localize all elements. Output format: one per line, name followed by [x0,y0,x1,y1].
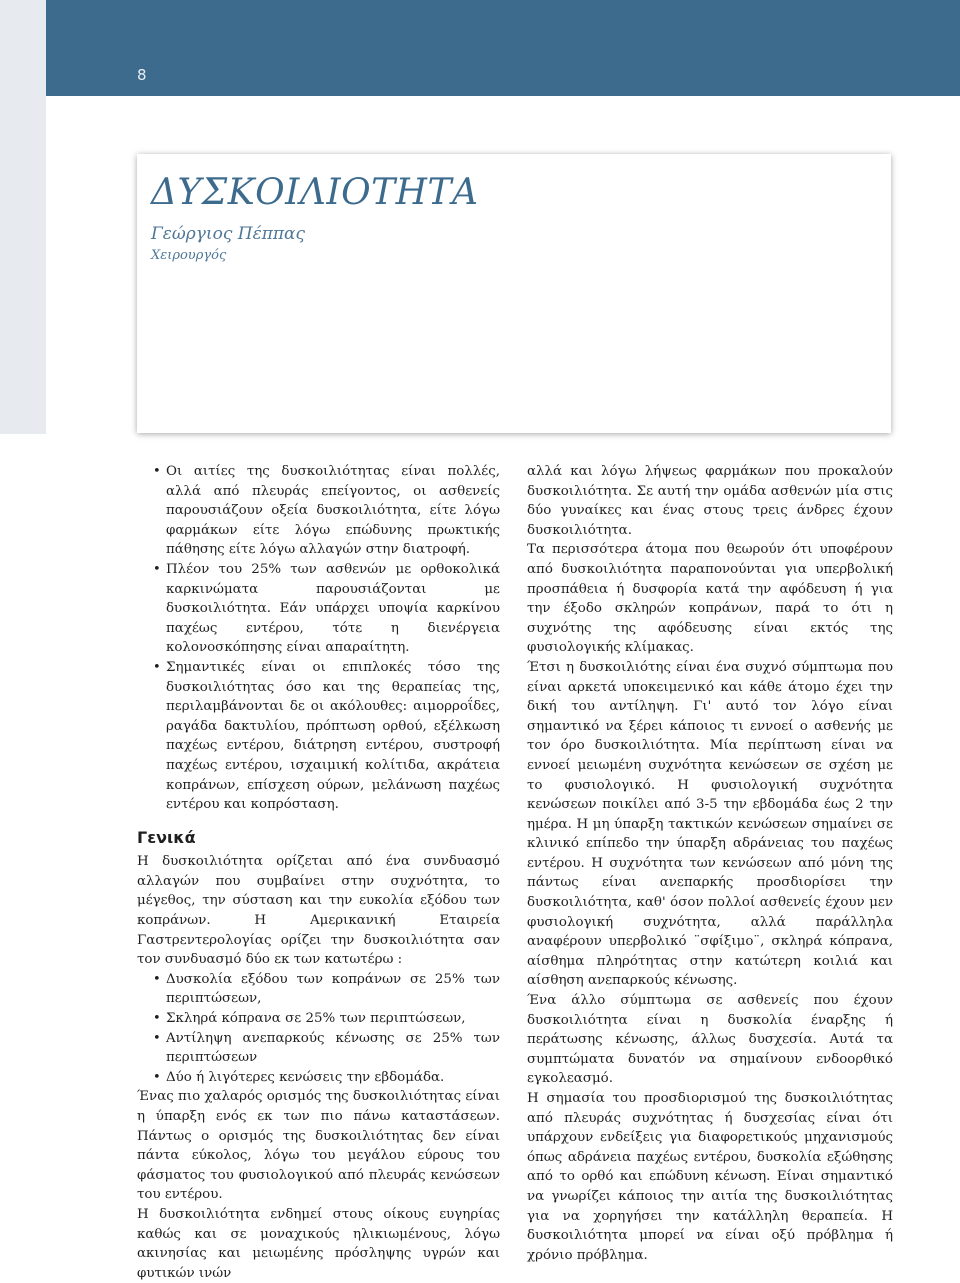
author-name: Γεώργιος Πέππας [151,224,306,244]
header-bar [46,0,960,96]
list-item: • Σκληρά κόπρανα σε 25% των περιπτώσεων, [137,1009,500,1029]
right-column [527,462,893,1265]
paragraph: Τα περισσότερα άτομα που θεωρούν ότι υποφέρουν από δυσκοιλιότητα παραπονούνται για υπερβολική προσπάθεια ή δυσφορία κατά την αφόδευση ή για την έξοδο σκληρών κοπράνων, παρά το ότι η συχνότης της αφόδευσης είναι εκτός της φυσιολογικής κλίμακας. [527,542,893,656]
article-title: ΔΥΣΚΟΙΛΙΟΤΗΤΑ [151,172,479,213]
criteria-bullet-list [137,970,500,1088]
paragraph: Η δυσκοιλιότητα ορίζεται από ένα συνδυασμό αλλαγών που συμβαίνει στην συχνότητα, το μέγεθος, την σύσταση και την ευκολία εξόδου των κοπράνων. Η Αμερικανική Εταιρεία Γαστρεντερολογίας ορίζει την δυσκοιλιότητα σαν τον συνδυασμό δύο εκ των κατωτέρω : [137,854,500,968]
paragraph: αλλά και λόγω λήψεως φαρμάκων που προκαλούν δυσκοιλιότητα. Σε αυτή την ομάδα ασθενών μία στις δύο γυναίκες και ένας στους τρεις άνδρες έχουν δυσκοιλιότητα. [527,464,893,538]
list-item: • Οι αιτίες της δυσκοιλιότητας είναι πολλές, αλλά από πλευράς επείγοντος, οι ασθενείς παρουσιάζουν οξεία δυσκοιλιότητα, είτε λόγω φαρμάκων είτε λόγω επώδυνης πρωκτικής πάθησης είτε λόγω αλλαγών στην διατροφή. [137,462,500,560]
paragraph: Η δυσκοιλιότητα ενδημεί στους οίκους ευγηρίας καθώς και σε μοναχικούς ηλικιωμένους, λόγω ακινησίας και μειωμένης πρόσληψης υγρών και φυτικών ινών [137,1206,500,1281]
list-item: • Δυσκολία εξόδου των κοπράνων σε 25% των περιπτώσεων, [137,970,500,1009]
list-item: • Πλέον του 25% των ασθενών με ορθοκολικά καρκινώματα παρουσιάζονται με δυσκοιλιότητα. Εάν υπάρχει υποψία καρκίνου παχέως εντέρου, τότε η διενέργεια κολονοσκόπησης είναι απαραίτητη. [137,560,500,658]
paragraph: Η σημασία του προσδιορισμού της δυσκοιλιότητας από πλευράς συχνότητας ή δυσχεσίας είναι ότι υπάρχουν ενδείξεις για διαφορετικούς μηχανισμούς όπως αδράνεια παχέως εντέρου, δυσκολία εξώθησης από το ορθό και επώδυνη κένωση. Είναι σημαντικό να γνωρίζει κάποιος την αιτία της δυσκοιλιότητας για να χορηγήσει την κατάλληλη θεραπεία. Η δυσκοιλιότητα μπορεί να είναι οξύ πρόβλημα ή χρόνιο πρόβλημα. [527,1091,893,1263]
left-column [137,462,500,1283]
page-number: 8 [137,66,147,84]
author-role: Χειρουργός [151,248,227,263]
left-margin-band [0,0,46,434]
section-heading: Γενικά [137,827,196,847]
paragraph: Ένας πιο χαλαρός ορισμός της δυσκοιλιότητας είναι η ύπαρξη ενός εκ των πιο πάνω καταστάσεων. Πάντως ο ορισμός της δυσκοιλιότητας δεν είναι πάντα εύκολος, λόγω του μεγάλου εύρους του φάσματος του φυσιολογικού από πλευράς κενώσεων του εντέρου. [137,1089,500,1203]
list-item: • Αντίληψη ανεπαρκούς κένωσης σε 25% των περιπτώσεων [137,1029,500,1068]
paragraph: Ένα άλλο σύμπτωμα σε ασθενείς που έχουν δυσκοιλιότητα είναι η δυσκολία έναρξης ή περάτωσης κένωσης, άλλως δυσχεσία. Αυτά τα συμπτώματα δυνατόν να σημαίνουν ενδοορθικό εγκολεασμό. [527,993,893,1087]
title-box [137,154,891,433]
list-item: • Σημαντικές είναι οι επιπλοκές τόσο της δυσκοιλιότητας όσο και της θεραπείας της, περιλαμβάνονται δε οι ακόλουθες: αιμορροΐδες, ραγάδα δακτυλίου, πρόπτωση ορθού, εξέλκωση παχέως εντέρου, διάτρηση εντέρου, συστροφή παχέως εντέρου, ισχαιμική κολίτιδα, ακράτεια κοπράνων, επίσχεση ούρων, μελάνωση παχέως εντέρου και κοπρόσταση. [137,658,500,815]
intro-bullet-list [137,462,500,815]
paragraph: Έτσι η δυσκοιλιότης είναι ένα συχνό σύμπτωμα που είναι αρκετά υποκειμενικό και κάθε άτομο έχει την δική του αντίληψη. Γι' αυτό τον λόγο είναι σημαντικό να ξέρει κάποιος τι εννοεί ο ασθενής με τον όρο δυσκοιλιότητα. Μία περίπτωση είναι να εννοεί μειωμένη συχνότητα κενώσεων σε σχέση με το φυσιολογικό. Η φυσιολογική συχνότητα κενώσεων ποικίλει από 3-5 την εβδομάδα έως 2 την ημέρα. Η μη ύπαρξη τακτικών κενώσεων σημαίνει σε κλινικό επίπεδο την ύπαρξη αδράνειας του παχέως εντέρου. Η συχνότητα των κενώσεων από μόνη της πάντως είναι ανεπαρκής προσδιορίσει την δυσκοιλιότητα, καθ' όσον πολλοί ασθενείς έχουν μεν φυσιολογική συχνότητα, αλλά παράλληλα αναφέρουν υπερβολικό ¨σφίξιμο¨, σκληρά κόπρανα, αίσθημα πληρότητας στην κατώτερη κοιλιά και αίσθηση ανεπαρκούς κένωσης. [527,659,893,989]
list-item: • Δύο ή λιγότερες κενώσεις την εβδομάδα. [137,1068,500,1088]
